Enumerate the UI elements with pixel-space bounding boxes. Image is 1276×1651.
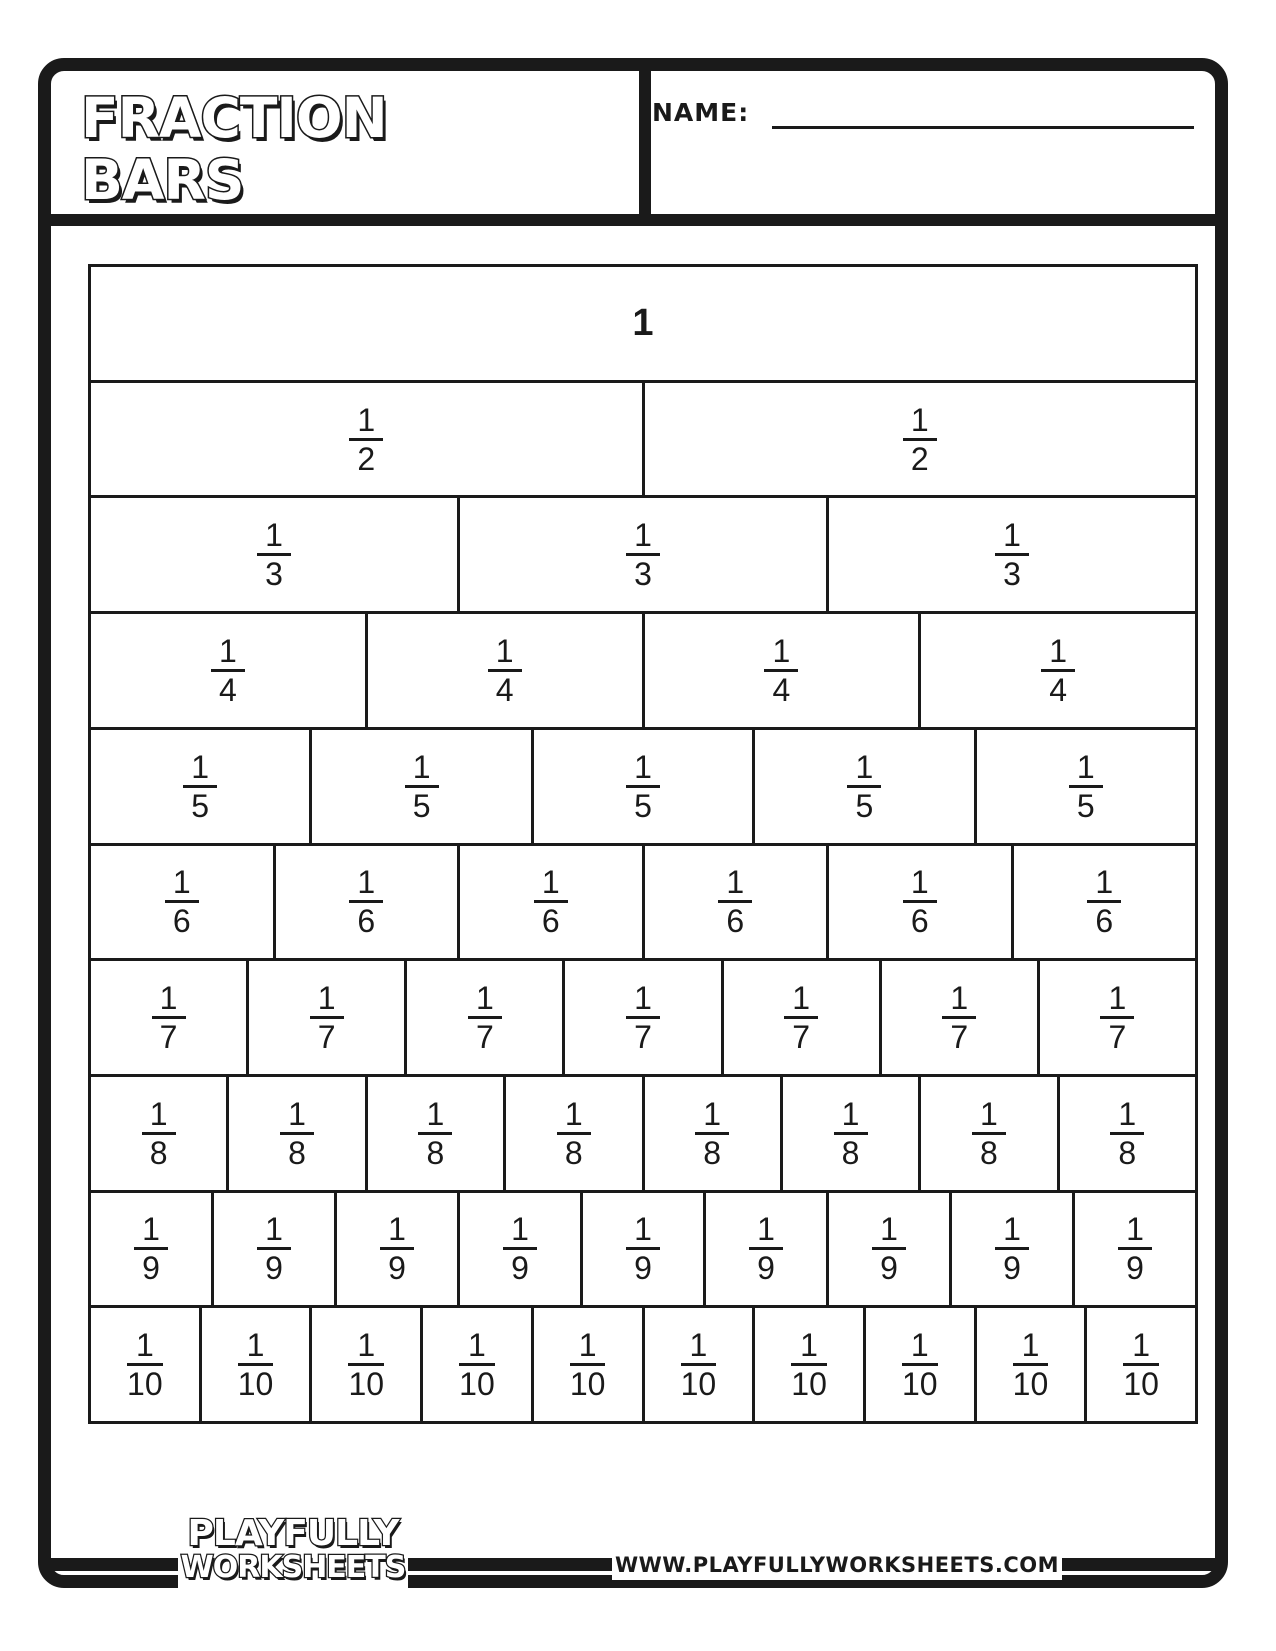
fraction-label (1110, 1095, 1144, 1171)
fraction-cell (534, 1308, 645, 1421)
fraction-numerator: 1 (135, 1327, 154, 1364)
fraction-label (310, 980, 344, 1056)
fraction-cell (1040, 961, 1195, 1074)
fraction-denominator: 10 (127, 1366, 163, 1403)
fraction-numerator: 1 (689, 1327, 708, 1364)
fraction-label (626, 1211, 660, 1287)
fraction-cell (337, 1193, 460, 1306)
fraction-numerator: 1 (950, 980, 969, 1017)
fraction-cell (312, 730, 533, 843)
fraction-cell (645, 383, 1196, 496)
fraction-denominator: 9 (265, 1250, 283, 1287)
fraction-label (903, 401, 937, 477)
fraction-numerator: 1 (634, 748, 652, 785)
fraction-cell (229, 1077, 367, 1190)
fraction-denominator: 3 (1003, 556, 1021, 593)
fraction-numerator: 1 (1118, 1095, 1137, 1132)
fraction-numerator: 1 (159, 980, 178, 1017)
fraction-cell (249, 961, 407, 1074)
fraction-numerator: 1 (1003, 517, 1021, 554)
fraction-numerator: 1 (772, 632, 791, 669)
fraction-denominator: 3 (265, 556, 283, 593)
fraction-cell (460, 846, 645, 959)
fraction-label (626, 517, 660, 593)
logo-line-1: PLAYFULLY (187, 1513, 399, 1554)
fraction-cell (921, 614, 1195, 727)
fraction-numerator: 1 (388, 1211, 406, 1248)
fraction-numerator: 1 (1126, 1211, 1144, 1248)
fraction-cell (534, 730, 755, 843)
fraction-label (834, 1095, 868, 1171)
fraction-numerator: 1 (218, 632, 237, 669)
fraction-denominator: 3 (634, 556, 652, 593)
fraction-numerator: 1 (792, 980, 811, 1017)
fraction-cell (1060, 1077, 1195, 1190)
fraction-label (488, 632, 522, 708)
fraction-denominator: 9 (142, 1250, 160, 1287)
fraction-cell (91, 1077, 229, 1190)
fraction-denominator: 6 (541, 903, 560, 940)
fraction-numerator: 1 (634, 517, 652, 554)
fraction-cell (645, 1077, 783, 1190)
fraction-label (626, 748, 660, 824)
title-line-1: FRACTION (81, 86, 387, 150)
fraction-label (405, 748, 439, 824)
fraction-cell (91, 846, 276, 959)
fraction-denominator: 5 (412, 787, 431, 824)
fraction-denominator: 10 (901, 1366, 938, 1403)
fraction-label (995, 1211, 1029, 1287)
fraction-label (942, 980, 976, 1056)
fraction-label (626, 980, 660, 1056)
fraction-cell (882, 961, 1040, 1074)
fraction-label (903, 864, 937, 940)
fraction-numerator: 1 (841, 1095, 860, 1132)
fraction-label (1041, 632, 1075, 708)
fraction-cell (755, 730, 976, 843)
fraction-numerator: 1 (246, 1327, 265, 1364)
fraction-label (1069, 748, 1103, 824)
fraction-numerator: 1 (357, 1327, 376, 1364)
fraction-cell (866, 1308, 977, 1421)
fraction-denominator: 9 (1126, 1250, 1144, 1287)
fraction-label (280, 1095, 314, 1171)
fraction-denominator: 7 (1108, 1019, 1127, 1056)
fraction-numerator: 1 (726, 864, 745, 901)
fraction-label (557, 1095, 591, 1171)
fraction-cell (1075, 1193, 1195, 1306)
fraction-label (348, 1327, 385, 1403)
fraction-row (91, 961, 1195, 1077)
name-input-line[interactable] (772, 126, 1194, 129)
name-label: NAME: (652, 98, 750, 127)
fraction-cell (755, 1308, 866, 1421)
fraction-cell (276, 846, 461, 959)
fraction-cell (829, 846, 1014, 959)
fraction-denominator: 7 (634, 1019, 652, 1056)
fraction-numerator: 1 (265, 517, 283, 554)
fraction-denominator: 9 (1003, 1250, 1021, 1287)
fraction-label (569, 1327, 606, 1403)
fraction-cell (91, 730, 312, 843)
fraction-label (995, 517, 1029, 593)
fraction-numerator: 1 (1132, 1327, 1151, 1364)
fraction-cell (91, 267, 1195, 380)
fraction-numerator: 1 (495, 632, 514, 669)
fraction-cell (460, 1193, 583, 1306)
logo-line-2: WORKSHEETS (180, 1550, 406, 1585)
fraction-cell (921, 1077, 1059, 1190)
fraction-label (257, 517, 291, 593)
fraction-cell (91, 383, 645, 496)
fraction-cell (565, 961, 723, 1074)
fraction-denominator: 4 (495, 671, 514, 708)
fraction-cell (645, 1308, 756, 1421)
fraction-label (349, 401, 383, 477)
fraction-label (749, 1211, 783, 1287)
fraction-numerator: 1 (634, 1211, 652, 1248)
fraction-numerator: 1 (511, 1211, 529, 1248)
fraction-cell (645, 614, 922, 727)
fraction-numerator: 1 (288, 1095, 306, 1132)
fraction-denominator: 10 (459, 1366, 495, 1403)
fraction-denominator: 6 (726, 903, 745, 940)
fraction-denominator: 8 (288, 1134, 306, 1171)
fraction-denominator: 5 (191, 787, 210, 824)
fraction-denominator: 7 (159, 1019, 178, 1056)
fraction-cell (214, 1193, 337, 1306)
fraction-label (718, 864, 752, 940)
fraction-label (791, 1327, 827, 1403)
fraction-cell (1087, 1308, 1195, 1421)
fraction-denominator: 4 (218, 671, 237, 708)
fraction-cell (91, 961, 249, 1074)
fraction-label (142, 1095, 176, 1171)
fraction-denominator: 7 (950, 1019, 969, 1056)
fraction-denominator: 5 (634, 787, 652, 824)
fraction-denominator: 8 (980, 1134, 998, 1171)
fraction-numerator: 1 (265, 1211, 283, 1248)
fraction-bars-grid (88, 264, 1198, 1424)
fraction-label (847, 748, 881, 824)
fraction-denominator: 2 (357, 440, 376, 477)
fraction-numerator: 1 (1021, 1327, 1040, 1364)
fraction-label (972, 1095, 1006, 1171)
fraction-denominator: 10 (1012, 1366, 1049, 1403)
fraction-denominator: 4 (772, 671, 791, 708)
fraction-cell (977, 1308, 1088, 1421)
fraction-label (134, 1211, 168, 1287)
fraction-numerator: 1 (468, 1327, 486, 1364)
fraction-denominator: 9 (757, 1250, 775, 1287)
fraction-denominator: 7 (317, 1019, 336, 1056)
fraction-label (183, 748, 217, 824)
fraction-label (459, 1327, 495, 1403)
fraction-row (91, 267, 1195, 383)
fraction-label (127, 1327, 163, 1403)
fraction-denominator: 9 (634, 1250, 652, 1287)
fraction-whole: 1 (632, 301, 654, 344)
fraction-numerator: 1 (172, 864, 191, 901)
fraction-row (91, 383, 1195, 499)
fraction-cell (368, 614, 645, 727)
fraction-label (680, 1327, 717, 1403)
fraction-numerator: 1 (317, 980, 336, 1017)
fraction-row (91, 1308, 1195, 1421)
fraction-denominator: 5 (855, 787, 874, 824)
worksheet-header (51, 71, 1215, 226)
fraction-cell (706, 1193, 829, 1306)
fraction-numerator: 1 (412, 748, 431, 785)
fraction-denominator: 6 (357, 903, 376, 940)
fraction-row (91, 846, 1195, 962)
fraction-numerator: 1 (1003, 1211, 1021, 1248)
fraction-cell (783, 1077, 921, 1190)
fraction-cell (952, 1193, 1075, 1306)
fraction-denominator: 10 (569, 1366, 606, 1403)
fraction-numerator: 1 (855, 748, 874, 785)
fraction-label (468, 980, 502, 1056)
worksheet-title (81, 87, 387, 211)
fraction-label (1087, 864, 1121, 940)
fraction-numerator: 1 (1076, 748, 1095, 785)
fraction-denominator: 9 (511, 1250, 529, 1287)
footer-url: WWW.PLAYFULLYWORKSHEETS.COM (612, 1550, 1062, 1580)
fraction-label (349, 864, 383, 940)
fraction-cell (368, 1077, 506, 1190)
fraction-label (257, 1211, 291, 1287)
fraction-denominator: 7 (792, 1019, 811, 1056)
fraction-denominator: 8 (1118, 1134, 1137, 1171)
fraction-cell (1014, 846, 1196, 959)
fraction-denominator: 10 (237, 1366, 274, 1403)
fraction-numerator: 1 (1108, 980, 1127, 1017)
fraction-numerator: 1 (426, 1095, 445, 1132)
fraction-denominator: 10 (1123, 1366, 1159, 1403)
fraction-cell (407, 961, 565, 1074)
fraction-label (1123, 1327, 1159, 1403)
fraction-row (91, 1077, 1195, 1193)
fraction-denominator: 6 (172, 903, 191, 940)
fraction-label (1100, 980, 1134, 1056)
fraction-numerator: 1 (910, 1327, 929, 1364)
fraction-label (211, 632, 245, 708)
fraction-numerator: 1 (149, 1095, 168, 1132)
fraction-denominator: 10 (348, 1366, 385, 1403)
fraction-numerator: 1 (1049, 632, 1068, 669)
fraction-cell (312, 1308, 423, 1421)
fraction-cell (91, 498, 460, 611)
fraction-numerator: 1 (800, 1327, 818, 1364)
fraction-row (91, 614, 1195, 730)
fraction-label (152, 980, 186, 1056)
fraction-denominator: 10 (791, 1366, 827, 1403)
fraction-label (872, 1211, 906, 1287)
fraction-label (380, 1211, 414, 1287)
fraction-numerator: 1 (880, 1211, 898, 1248)
fraction-cell (91, 614, 368, 727)
fraction-numerator: 1 (910, 864, 929, 901)
fraction-numerator: 1 (757, 1211, 775, 1248)
playfully-logo (178, 1512, 408, 1590)
fraction-numerator: 1 (980, 1095, 998, 1132)
fraction-label (165, 864, 199, 940)
fraction-row (91, 1193, 1195, 1309)
fraction-numerator: 1 (910, 401, 929, 438)
fraction-numerator: 1 (634, 980, 652, 1017)
fraction-numerator: 1 (578, 1327, 597, 1364)
fraction-label (503, 1211, 537, 1287)
fraction-cell (645, 846, 830, 959)
fraction-denominator: 10 (680, 1366, 717, 1403)
fraction-numerator: 1 (142, 1211, 160, 1248)
fraction-cell (91, 1193, 214, 1306)
title-line-2: BARS (81, 148, 244, 212)
fraction-cell (91, 1308, 202, 1421)
fraction-label (764, 632, 798, 708)
fraction-denominator: 8 (841, 1134, 860, 1171)
fraction-numerator: 1 (564, 1095, 583, 1132)
fraction-denominator: 8 (426, 1134, 445, 1171)
fraction-cell (829, 498, 1195, 611)
fraction-numerator: 1 (357, 401, 376, 438)
fraction-label (237, 1327, 274, 1403)
fraction-label (534, 864, 568, 940)
fraction-numerator: 1 (357, 864, 376, 901)
fraction-row (91, 498, 1195, 614)
fraction-label (695, 1095, 729, 1171)
fraction-row (91, 730, 1195, 846)
fraction-label (1012, 1327, 1049, 1403)
fraction-cell (506, 1077, 644, 1190)
header-divider (639, 71, 651, 214)
fraction-numerator: 1 (541, 864, 560, 901)
fraction-denominator: 8 (564, 1134, 583, 1171)
fraction-numerator: 1 (1095, 864, 1114, 901)
fraction-label (784, 980, 818, 1056)
fraction-denominator: 9 (388, 1250, 406, 1287)
fraction-denominator: 8 (149, 1134, 168, 1171)
fraction-numerator: 1 (475, 980, 494, 1017)
fraction-denominator: 2 (910, 440, 929, 477)
fraction-denominator: 9 (880, 1250, 898, 1287)
fraction-denominator: 7 (475, 1019, 494, 1056)
fraction-cell (460, 498, 829, 611)
fraction-cell (583, 1193, 706, 1306)
fraction-cell (724, 961, 882, 1074)
fraction-numerator: 1 (191, 748, 210, 785)
fraction-denominator: 5 (1076, 787, 1095, 824)
fraction-cell (423, 1308, 534, 1421)
fraction-cell (202, 1308, 313, 1421)
fraction-cell (829, 1193, 952, 1306)
fraction-denominator: 4 (1049, 671, 1068, 708)
fraction-denominator: 8 (703, 1134, 722, 1171)
fraction-label (901, 1327, 938, 1403)
fraction-label (418, 1095, 452, 1171)
fraction-numerator: 1 (703, 1095, 722, 1132)
fraction-cell (977, 730, 1195, 843)
fraction-denominator: 6 (1095, 903, 1114, 940)
fraction-label (1118, 1211, 1152, 1287)
fraction-denominator: 6 (910, 903, 929, 940)
